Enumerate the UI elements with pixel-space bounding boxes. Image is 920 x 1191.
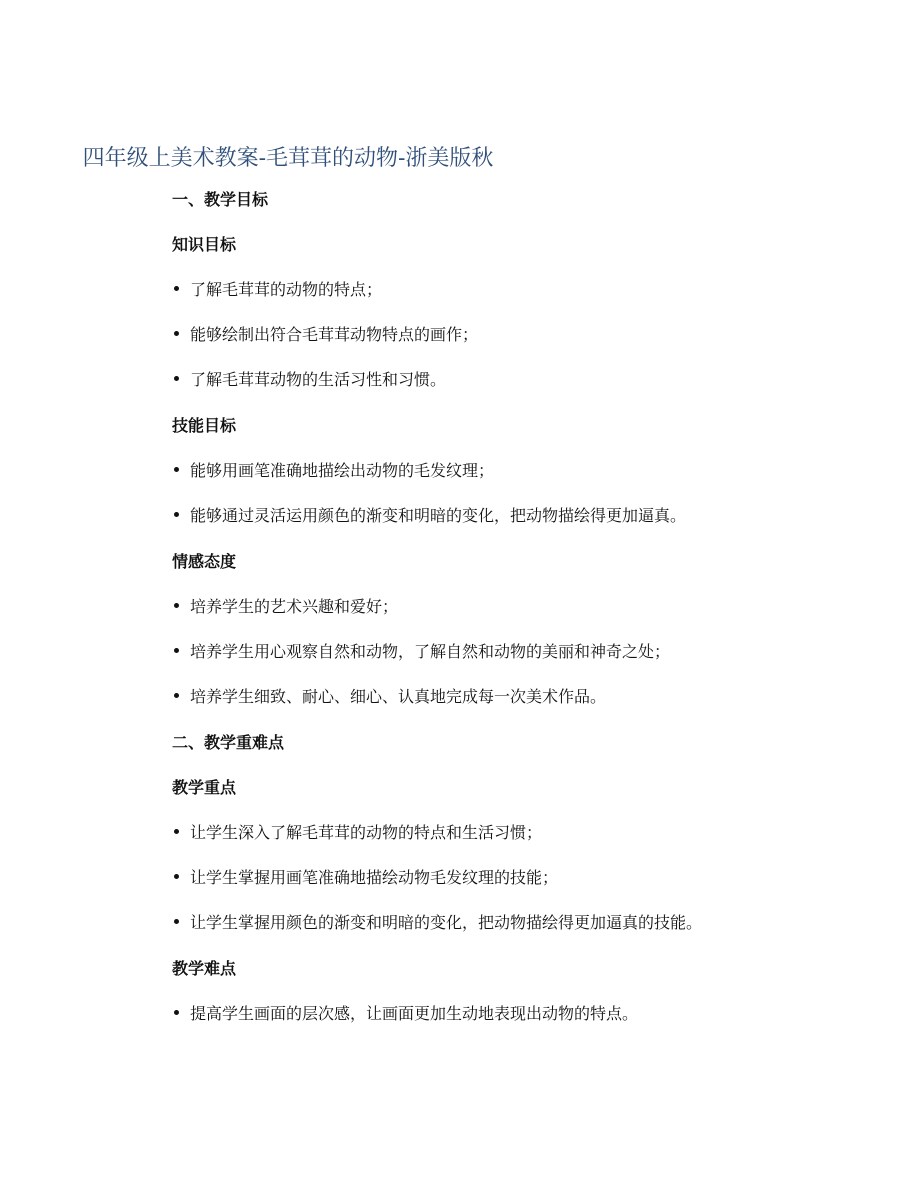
bullet-icon xyxy=(174,648,179,653)
list-item xyxy=(172,505,686,527)
list-item-text: 能够通过灵活运用颜色的渐变和明暗的变化，把动物描绘得更加逼真。 xyxy=(190,506,687,525)
list-item xyxy=(172,324,478,346)
bullet-icon xyxy=(174,512,179,517)
bullet-icon xyxy=(174,874,179,879)
bullet-icon xyxy=(174,693,179,698)
list-item xyxy=(172,867,558,889)
subheading-teaching-key-points: 教学重点 xyxy=(172,778,237,797)
list-item-text: 让学生掌握用画笔准确地描绘动物毛发纹理的技能； xyxy=(190,868,559,887)
bullet-icon xyxy=(174,467,179,472)
bullet-icon xyxy=(174,1010,179,1015)
bullet-icon xyxy=(174,376,179,381)
list-item-text: 培养学生的艺术兴趣和爱好； xyxy=(190,597,399,616)
list-item-text: 提高学生画面的层次感，让画面更加生动地表现出动物的特点。 xyxy=(190,1004,639,1023)
bullet-icon xyxy=(174,919,179,924)
section-heading-teaching-objectives: 一、教学目标 xyxy=(172,190,269,209)
list-item xyxy=(172,369,446,391)
list-item xyxy=(172,641,670,663)
list-item-text: 让学生掌握用颜色的渐变和明暗的变化，把动物描绘得更加逼真的技能。 xyxy=(190,913,703,932)
list-item-text: 培养学生用心观察自然和动物，了解自然和动物的美丽和神奇之处； xyxy=(190,642,671,661)
subheading-teaching-difficulties: 教学难点 xyxy=(172,959,237,978)
bullet-icon xyxy=(174,286,179,291)
bullet-icon xyxy=(174,331,179,336)
list-item xyxy=(172,822,542,844)
list-item xyxy=(172,460,494,482)
subheading-knowledge-objectives: 知识目标 xyxy=(172,235,237,254)
bullet-icon xyxy=(174,829,179,834)
subheading-skill-objectives: 技能目标 xyxy=(172,416,237,435)
list-item-text: 能够用画笔准确地描绘出动物的毛发纹理； xyxy=(190,461,495,480)
list-item xyxy=(172,596,398,618)
list-item-text: 让学生深入了解毛茸茸的动物的特点和生活习惯； xyxy=(190,823,543,842)
list-item-text: 能够绘制出符合毛茸茸动物特点的画作； xyxy=(190,325,479,344)
list-item xyxy=(172,1003,638,1025)
page-title: 四年级上美术教案-毛茸茸的动物-浙美版秋 xyxy=(82,146,494,171)
list-item-text: 培养学生细致、耐心、细心、认真地完成每一次美术作品。 xyxy=(190,687,607,706)
list-item xyxy=(172,686,606,708)
list-item-text: 了解毛茸茸动物的生活习性和习惯。 xyxy=(190,370,447,389)
subheading-emotional-attitude: 情感态度 xyxy=(172,552,237,571)
list-item xyxy=(172,912,702,934)
section-heading-key-and-difficult-points: 二、教学重难点 xyxy=(172,733,285,752)
list-item xyxy=(172,279,382,301)
bullet-icon xyxy=(174,603,179,608)
list-item-text: 了解毛茸茸的动物的特点； xyxy=(190,280,383,299)
